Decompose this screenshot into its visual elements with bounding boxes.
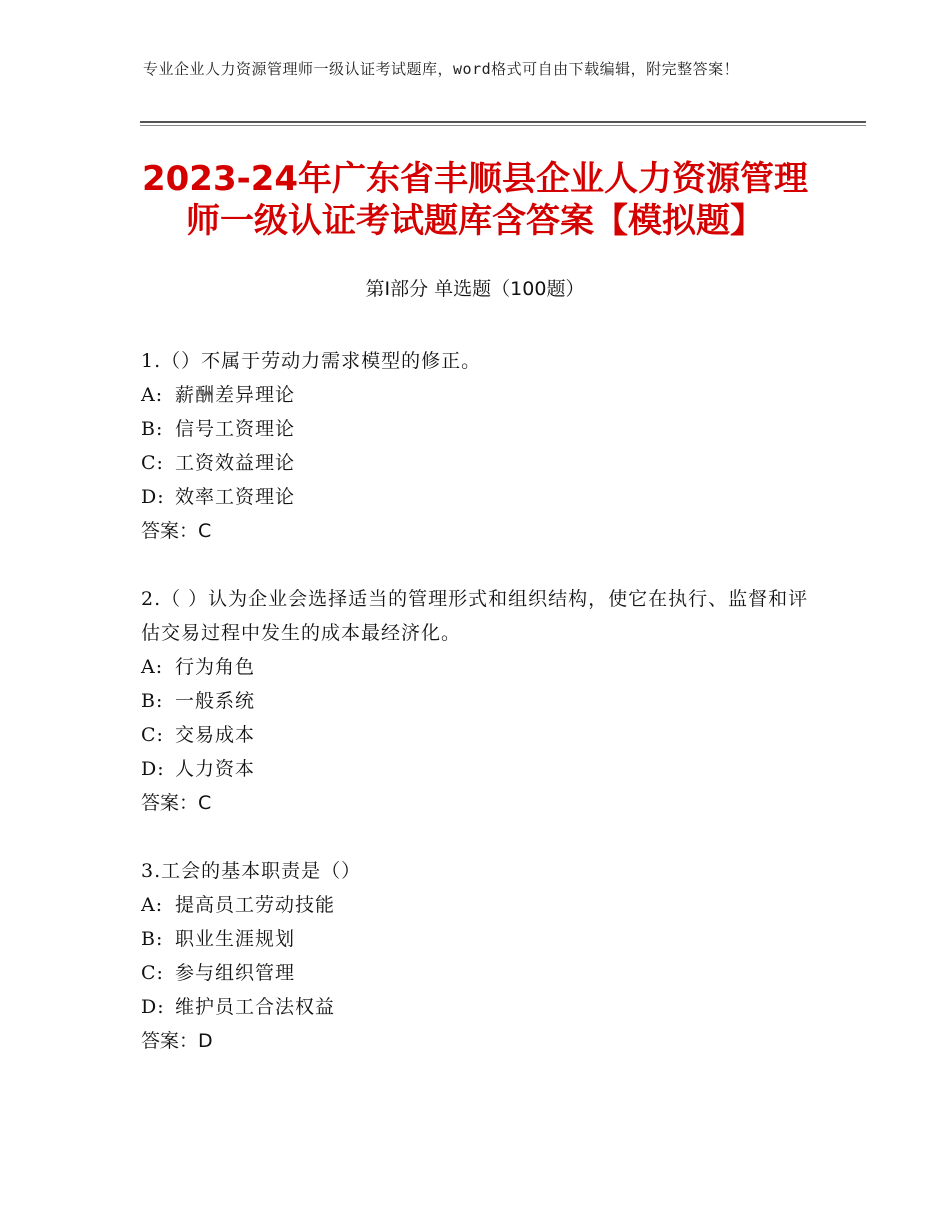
option-letter: D: [141, 758, 165, 780]
option-letter: A: [141, 894, 164, 916]
question-option-a [141, 378, 821, 412]
option-letter: B: [141, 690, 164, 712]
question-answer: 答案：C [141, 792, 212, 814]
option-text: 效率工资理论 [175, 486, 296, 508]
header-divider-thin [140, 125, 866, 126]
document-title [100, 158, 850, 242]
question-stem: 2.（ ）认为企业会选择适当的管理形式和组织结构，使它在执行、监督和评估交易过程中发生的成本最经济化。 [141, 588, 809, 644]
option-letter: C: [141, 724, 164, 746]
option-letter: C: [141, 962, 164, 984]
option-text: 一般系统 [175, 690, 256, 712]
option-letter: B: [141, 418, 164, 440]
question-answer: 答案：D [141, 1030, 213, 1052]
option-text: 人力资本 [175, 758, 256, 780]
option-letter: D: [141, 486, 165, 508]
question-option-a [141, 888, 821, 922]
option-text: 交易成本 [175, 724, 256, 746]
option-letter: B: [141, 928, 164, 950]
document-title-line-2: 师一级认证考试题库含答案【模拟题】 [186, 201, 764, 241]
section-title: 第Ⅰ部分 单选题（100题） [365, 278, 585, 300]
question-option-c [141, 956, 821, 990]
option-letter: A: [141, 384, 164, 406]
question-option-b [141, 412, 821, 446]
question-option-d [141, 752, 821, 786]
header-note: 专业企业人力资源管理师一级认证考试题库，word格式可自由下载编辑，附完整答案！ [143, 60, 740, 78]
option-text: 信号工资理论 [175, 418, 296, 440]
question-option-b [141, 922, 821, 956]
question-item [141, 344, 821, 548]
question-stem: 1.（）不属于劳动力需求模型的修正。 [141, 350, 482, 372]
question-list [141, 344, 821, 1092]
question-option-c [141, 718, 821, 752]
option-text: 提高员工劳动技能 [175, 894, 336, 916]
header-divider-thick [140, 121, 866, 123]
option-text: 维护员工合法权益 [175, 996, 336, 1018]
option-text: 职业生涯规划 [175, 928, 296, 950]
question-item [141, 854, 821, 1058]
option-text: 薪酬差异理论 [175, 384, 296, 406]
question-option-c [141, 446, 821, 480]
option-letter: A: [141, 656, 164, 678]
question-item [141, 582, 821, 820]
question-stem: 3.工会的基本职责是（） [141, 860, 362, 882]
question-answer: 答案：C [141, 520, 212, 542]
question-option-a [141, 650, 821, 684]
option-letter: D: [141, 996, 165, 1018]
option-text: 工资效益理论 [175, 452, 296, 474]
question-option-d [141, 990, 821, 1024]
option-text: 参与组织管理 [175, 962, 296, 984]
question-option-d [141, 480, 821, 514]
option-letter: C: [141, 452, 164, 474]
question-option-b [141, 684, 821, 718]
option-text: 行为角色 [175, 656, 256, 678]
document-title-line-1: 2023-24年广东省丰顺县企业人力资源管理 [141, 159, 809, 199]
